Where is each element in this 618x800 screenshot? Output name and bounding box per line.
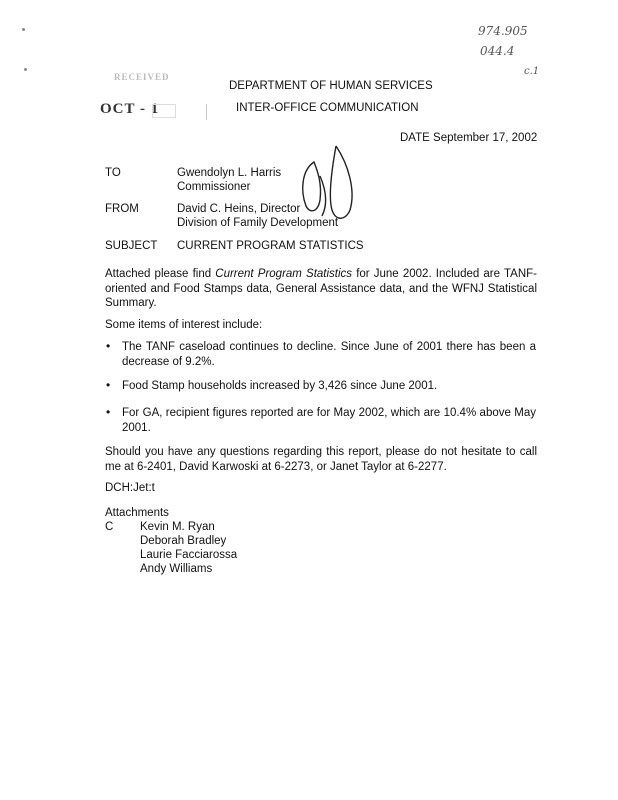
- cc-label: C: [105, 521, 114, 533]
- intro-text-end: for June 2002. Included are TANF-oriented and Food Stamps data, General Assistance data, and the WFNJ Statistical Summary.: [105, 268, 537, 309]
- handwritten-copy-number: c.1: [524, 66, 540, 77]
- subject-value: CURRENT PROGRAM STATISTICS: [177, 240, 364, 252]
- cc-recipient: Kevin M. Ryan: [140, 521, 215, 533]
- bullet-marker: •: [106, 339, 111, 353]
- handwritten-initials-signature: [292, 140, 364, 226]
- stamp-faint-box: [152, 104, 176, 118]
- stamp-faint-text: RECEIVED: [114, 72, 170, 82]
- speck: [24, 68, 27, 71]
- attachments-label: Attachments: [105, 507, 169, 519]
- bullet-marker: •: [106, 378, 111, 392]
- memo-type-heading: INTER-OFFICE COMMUNICATION: [236, 102, 419, 114]
- subject-label: SUBJECT: [105, 240, 158, 252]
- bullet-item-tanf: The TANF caseload continues to decline. Since June of 2001 there has been a decrease of 9.2%.: [122, 341, 536, 368]
- from-label: FROM: [105, 203, 139, 215]
- department-heading: DEPARTMENT OF HUMAN SERVICES: [229, 80, 433, 92]
- from-name: David C. Heins, Director: [177, 203, 301, 215]
- closing-paragraph: Should you have any questions regarding this report, please do not hesitate to call me at 6-2401, David Karwoski at 6-2273, or Janet Taylor at 6-2277.: [105, 446, 537, 473]
- cc-recipient: Laurie Facciarossa: [140, 549, 238, 561]
- to-label: TO: [105, 167, 121, 179]
- speck: [22, 28, 25, 31]
- to-title: Commissioner: [177, 181, 251, 193]
- bullet-marker: •: [106, 405, 111, 419]
- received-date-stamp: OCT - 1: [100, 101, 160, 117]
- bullet-item-food-stamps: Food Stamp households increased by 3,426 since June 2001.: [122, 380, 438, 392]
- cc-recipient: Deborah Bradley: [140, 535, 227, 547]
- from-division: Division of Family Development: [177, 217, 339, 229]
- intro-text-start: Attached please find: [105, 268, 216, 280]
- date-line: [400, 131, 537, 145]
- intro-paragraph: [105, 267, 537, 311]
- handwritten-call-number-2: 044.4: [480, 44, 515, 58]
- date-value: September 17, 2002: [433, 132, 538, 144]
- date-label: DATE: [400, 132, 430, 144]
- bullet-item-ga: For GA, recipient figures reported are for May 2002, which are 10.4% above May 2001.: [122, 407, 536, 434]
- stamp-mark: [206, 104, 207, 120]
- report-title-italic: Current Program Statistics: [215, 268, 353, 280]
- to-name: Gwendolyn L. Harris: [177, 167, 282, 179]
- handwritten-call-number: 974.905: [478, 24, 528, 38]
- items-intro: Some items of interest include:: [105, 319, 263, 331]
- typist-initials: DCH:Jet:t: [105, 482, 155, 494]
- cc-recipient: Andy Williams: [140, 563, 213, 575]
